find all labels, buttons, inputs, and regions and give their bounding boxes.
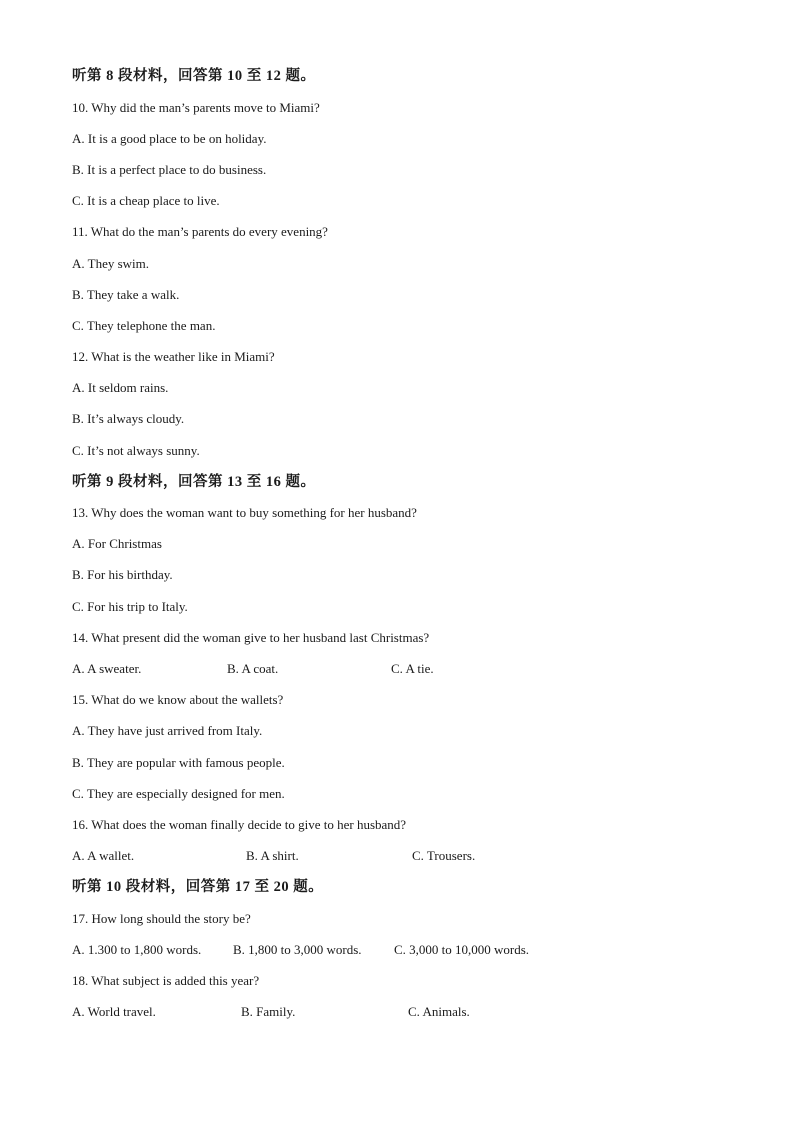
answer-option: C. Animals. <box>408 1004 470 1019</box>
question-stem: 14. What present did the woman give to her husband last Christmas? <box>72 630 430 645</box>
answer-option: B. Family. <box>241 1004 296 1019</box>
options-row <box>72 1004 672 1020</box>
answer-option: B. A shirt. <box>246 848 299 863</box>
options-row <box>72 661 672 677</box>
answer-option: B. They take a walk. <box>72 287 180 302</box>
answer-option: B. A coat. <box>227 661 279 676</box>
question-stem: 16. What does the woman finally decide to give to her husband? <box>72 817 407 832</box>
answer-option: B. It’s always cloudy. <box>72 411 185 426</box>
question-stem: 18. What subject is added this year? <box>72 973 260 988</box>
answer-option: C. 3,000 to 10,000 words. <box>394 942 530 957</box>
answer-option: A. It seldom rains. <box>72 380 169 395</box>
section-heading: 听第 9 段材料，回答第 13 至 16 题。 <box>72 474 316 490</box>
answer-option: C. For his trip to Italy. <box>72 599 188 614</box>
answer-option: C. They are especially designed for men. <box>72 786 285 801</box>
options-row <box>72 848 672 864</box>
answer-option: A. They have just arrived from Italy. <box>72 723 263 738</box>
answer-option: A. They swim. <box>72 256 150 271</box>
answer-option: A. For Christmas <box>72 536 162 551</box>
answer-option: A. A sweater. <box>72 661 142 676</box>
question-stem: 10. Why did the man’s parents move to Miami? <box>72 100 320 115</box>
answer-option: B. For his birthday. <box>72 567 173 582</box>
answer-option: C. They telephone the man. <box>72 318 216 333</box>
answer-option: C. It’s not always sunny. <box>72 443 200 458</box>
answer-option: A. It is a good place to be on holiday. <box>72 131 267 146</box>
question-stem: 11. What do the man’s parents do every evening? <box>72 224 328 239</box>
options-row <box>72 942 692 958</box>
answer-option: C. A tie. <box>391 661 434 676</box>
answer-option: B. It is a perfect place to do business. <box>72 162 267 177</box>
question-stem: 15. What do we know about the wallets? <box>72 692 284 707</box>
question-stem: 17. How long should the story be? <box>72 911 251 926</box>
answer-option: A. 1.300 to 1,800 words. <box>72 942 202 957</box>
section-heading: 听第 10 段材料，回答第 17 至 20 题。 <box>72 879 324 895</box>
answer-option: C. Trousers. <box>412 848 476 863</box>
answer-option: B. 1,800 to 3,000 words. <box>233 942 362 957</box>
answer-option: A. A wallet. <box>72 848 135 863</box>
answer-option: A. World travel. <box>72 1004 156 1019</box>
question-stem: 12. What is the weather like in Miami? <box>72 349 275 364</box>
answer-option: B. They are popular with famous people. <box>72 755 285 770</box>
section-heading: 听第 8 段材料，回答第 10 至 12 题。 <box>72 68 316 84</box>
answer-option: C. It is a cheap place to live. <box>72 193 220 208</box>
question-stem: 13. Why does the woman want to buy something for her husband? <box>72 505 417 520</box>
